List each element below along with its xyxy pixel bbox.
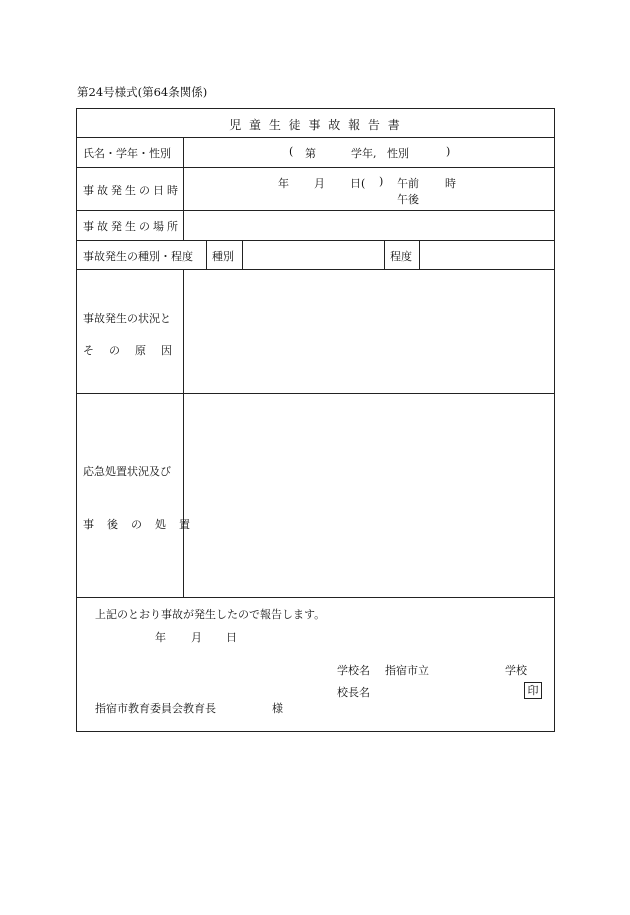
row-divider [76, 210, 555, 211]
name-grade-sex-label: 氏名・学年・性別 [83, 147, 171, 160]
type-kind-label: 種別 [212, 250, 234, 263]
dt-day-close: ) [379, 175, 384, 188]
row-divider [76, 137, 555, 138]
label-column-divider [183, 269, 184, 597]
report-form [76, 108, 555, 732]
grade-suffix: 学年, [351, 147, 377, 160]
type-column-divider [384, 240, 385, 269]
type-column-divider [419, 240, 420, 269]
row-divider [76, 269, 555, 270]
grade-prefix: 第 [305, 147, 316, 160]
dt-hour: 時 [445, 177, 456, 190]
seal-mark: 印 [524, 682, 542, 699]
row-divider [76, 393, 555, 394]
form-title: 児 童 生 徒 事 故 報 告 書 [229, 118, 402, 132]
type-degree-cell-label: 程度 [390, 250, 412, 263]
report-statement: 上記のとおり事故が発生したので報告します。 [95, 608, 326, 621]
footer-date-month: 月 [191, 631, 202, 644]
addressee: 指宿市教育委員会教育長 [95, 702, 216, 715]
datetime-label: 事故発生の日時 [83, 184, 181, 197]
school-city: 指宿市立 [385, 664, 429, 677]
honorific: 様 [272, 702, 283, 715]
name-open-paren: ( [289, 145, 294, 158]
principal-label: 校長名 [337, 686, 370, 699]
type-degree-label: 事故発生の種別・程度 [83, 250, 193, 263]
school-suffix: 学校 [505, 664, 527, 677]
footer-date-year: 年 [155, 631, 166, 644]
school-name-label: 学校名 [337, 664, 370, 677]
place-label: 事故発生の場所 [83, 220, 181, 233]
dt-pm: 午後 [397, 193, 419, 206]
type-column-divider [206, 240, 207, 269]
dt-year: 年 [278, 177, 289, 190]
sex-label: 性別 [387, 147, 409, 160]
footer-date-day: 日 [226, 631, 237, 644]
row-divider [76, 167, 555, 168]
form-number-label: 第24号様式(第64条関係) [77, 85, 208, 99]
situation-label-line1: 事故発生の状況と [83, 312, 171, 325]
response-label-line1: 応急処置状況及び [83, 465, 171, 478]
row-divider [76, 597, 555, 598]
label-column-divider [183, 137, 184, 240]
dt-month: 月 [314, 177, 325, 190]
name-close-paren: ) [446, 145, 451, 158]
dt-am: 午前 [397, 177, 419, 190]
row-divider [76, 240, 555, 241]
situation-label-line2: そ の 原 因 [83, 344, 174, 357]
response-label-line2: 事 後 の 処 置 [83, 518, 191, 531]
dt-day: 日( [350, 177, 366, 190]
type-column-divider [242, 240, 243, 269]
